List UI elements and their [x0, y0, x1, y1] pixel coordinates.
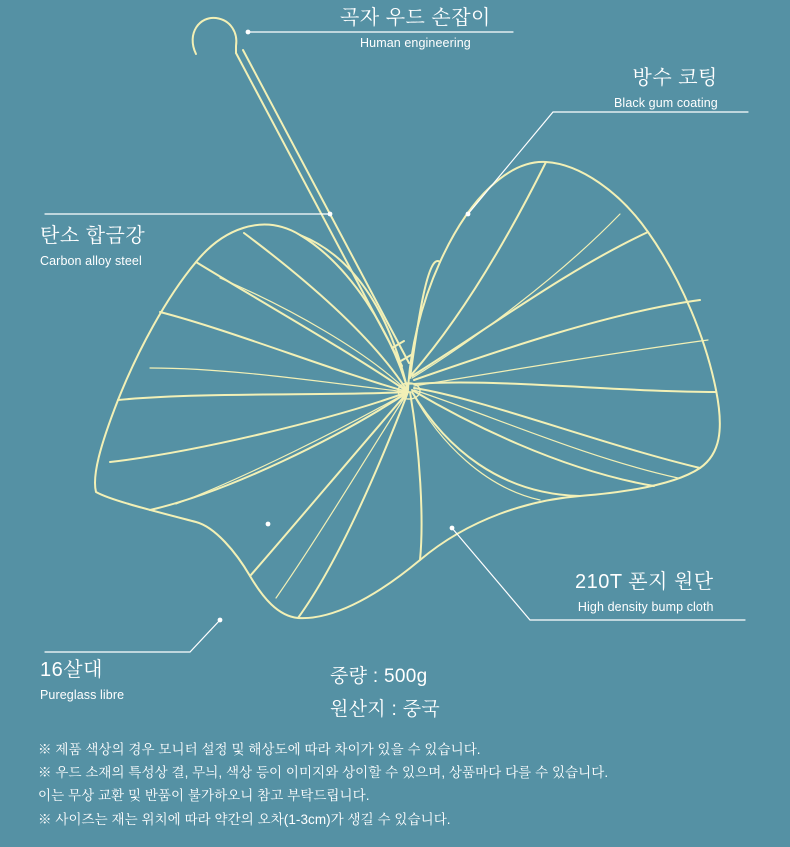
leader-dot-ribs	[218, 618, 223, 623]
callout-ribs	[40, 658, 124, 705]
canopy-seam	[244, 233, 408, 392]
handle-hook-path	[193, 18, 237, 54]
canopy-rib	[150, 368, 408, 392]
canopy-seam	[298, 392, 408, 618]
leader-ribs	[45, 620, 220, 652]
callout-handle-title: 곡자 우드 손잡이	[340, 7, 491, 29]
note-line: ※ 사이즈는 재는 위치에 따라 약간의 오차(1-3cm)가 생길 수 있습니다.	[38, 811, 451, 827]
canopy-seam	[414, 388, 700, 468]
callout-fabric	[575, 570, 714, 617]
leader-dots	[218, 30, 471, 623]
canopy-seam	[412, 232, 648, 376]
shaft-path-2	[243, 50, 409, 363]
note-line: 이는 무상 교환 및 반품이 불가하오니 참고 부탁드립니다.	[38, 788, 370, 804]
callout-handle-subtitle: Human engineering	[360, 36, 471, 50]
shaft-path	[236, 53, 402, 366]
canopy-seam	[196, 262, 408, 392]
callout-fabric-subtitle: High density bump cloth	[577, 600, 714, 614]
canopy-seam	[110, 392, 408, 462]
canopy-rib	[220, 278, 408, 392]
notes-block	[38, 738, 608, 831]
callout-coating-title: 방수 코팅	[632, 67, 718, 89]
canopy-seam	[150, 392, 408, 510]
canopy-seam	[118, 392, 408, 400]
callout-steel-title: 탄소 합금강	[40, 225, 146, 247]
spec-origin: 원산지 : 중국	[330, 699, 441, 721]
canopy-seam	[250, 392, 408, 576]
spec-list	[330, 660, 440, 727]
canopy-rib	[412, 214, 620, 378]
canopy-seam	[410, 392, 422, 560]
shaft-collar-top	[392, 341, 404, 348]
spec-weight: 중량 : 500g	[330, 666, 428, 687]
canopy-rib	[412, 392, 540, 500]
leader-dot-ribs-2	[266, 522, 271, 527]
canopy-seam	[412, 390, 654, 486]
callout-steel	[40, 224, 145, 271]
canopy-seam	[300, 235, 408, 392]
canopy-rib	[414, 390, 678, 478]
canopy-rib	[414, 340, 708, 386]
leader-dot-coating	[466, 212, 471, 217]
canopy-rib	[176, 392, 408, 504]
note-line: ※ 우드 소재의 특성상 결, 무늬, 색상 등이 이미지와 상이할 수 있으며, 상품마다 다를 수 있습니다.	[38, 765, 609, 781]
callout-fabric-title: 210T 폰지 원단	[575, 571, 714, 593]
callout-coating	[614, 66, 718, 113]
canopy-seam	[160, 312, 408, 392]
canopy-hub	[398, 383, 420, 399]
canopy-outline	[95, 162, 720, 618]
canopy-seam	[414, 300, 700, 380]
shaft-collar-bottom	[399, 355, 411, 362]
leader-dot-handle	[246, 30, 251, 35]
canopy-seam	[410, 261, 440, 378]
leader-coating	[468, 112, 748, 214]
canopy-seam	[414, 383, 716, 392]
leader-dot-fabric	[450, 526, 455, 531]
callout-coating-subtitle: Black gum coating	[614, 96, 718, 110]
leader-dot-steel	[328, 212, 333, 217]
canopy-seam	[412, 392, 580, 496]
callout-ribs-title: 16살대	[40, 659, 103, 681]
note-line: ※ 제품 색상의 경우 모니터 설정 및 해상도에 따라 차이가 있을 수 있습니다.	[38, 742, 481, 757]
canopy-seam	[412, 162, 546, 374]
canopy-rib	[276, 392, 408, 598]
callout-steel-subtitle: Carbon alloy steel	[40, 254, 142, 268]
callout-ribs-subtitle: Pureglass libre	[40, 688, 125, 702]
callout-handle	[340, 6, 491, 53]
